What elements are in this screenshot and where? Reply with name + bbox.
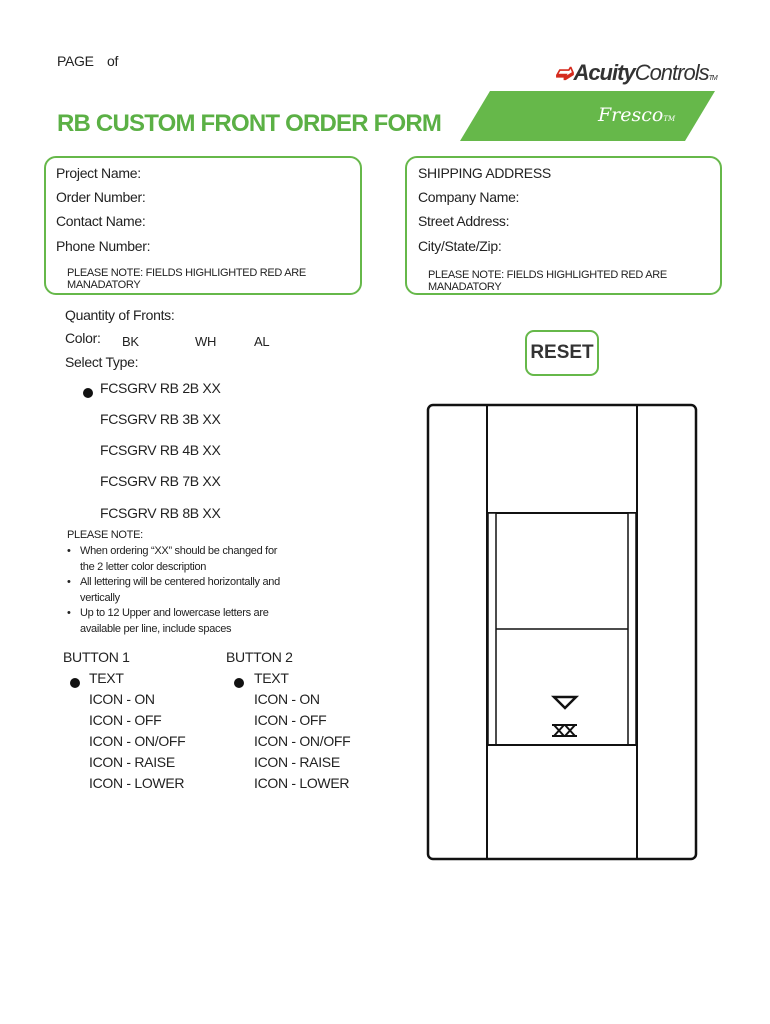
type-option-3b[interactable]: FCSGRV RB 3B XX [100,411,221,427]
type-option-4b[interactable]: FCSGRV RB 4B XX [100,442,221,458]
button-1-radio-text[interactable] [70,675,80,693]
phone-number-field[interactable]: Phone Number: [56,238,151,254]
type-radio-2b[interactable] [83,385,93,403]
type-option-2b[interactable]: FCSGRV RB 2B XX [100,380,221,396]
button-2-option-icon-on-off[interactable]: ICON - ON/OFF [254,733,351,749]
color-al-label: AL [254,334,270,349]
quantity-of-fronts-field[interactable]: Quantity of Fronts: [65,307,175,323]
project-name-field[interactable]: Project Name: [56,165,141,181]
of-label: of [107,53,119,69]
note-item: • Up to 12 Upper and lowercase letters are available per line, include spaces [65,606,280,637]
note-item: • When ordering “XX” should be changed for the 2 letter color description [65,544,280,575]
button-2-option-icon-off[interactable]: ICON - OFF [254,712,327,728]
button-2-option-icon-lower[interactable]: ICON - LOWER [254,775,350,791]
radio-selected-icon [70,678,80,688]
banner-tm: TM [663,115,676,123]
button-1-option-icon-off[interactable]: ICON - OFF [89,712,162,728]
color-option-bk[interactable] [122,334,139,349]
device-preview [426,403,698,861]
button-2-option-icon-on[interactable]: ICON - ON [254,691,320,707]
color-label: Color: [65,330,101,346]
button-2-label: BUTTON 2 [226,649,293,665]
logo-text-controls: Controls [634,60,709,85]
button-1-option-text[interactable]: TEXT [89,670,124,686]
acuity-controls-logo [556,60,717,86]
reset-button[interactable]: RESET [525,330,599,376]
notes-list [65,544,280,637]
button-area-right-rail [628,513,636,745]
color-bk-label: BK [122,334,139,349]
device-drawing [426,403,698,861]
type-option-8b[interactable]: FCSGRV RB 8B XX [100,505,221,521]
button-1-option-icon-on[interactable]: ICON - ON [89,691,155,707]
logo-swoosh-icon: ➫ [556,60,574,85]
color-option-wh[interactable] [195,334,216,349]
note-item: • All lettering will be centered horizontally and vertically [65,575,280,606]
select-type-label: Select Type: [65,354,139,370]
project-mandatory-note: PLEASE NOTE: FIELDS HIGHLIGHTED RED ARE MANADATORY [67,267,306,291]
form-title: RB CUSTOM FRONT ORDER FORM [57,110,442,137]
fresco-banner [460,91,715,141]
color-wh-label: WH [195,334,217,349]
shipping-address-title: SHIPPING ADDRESS [418,165,551,181]
button-1-label: BUTTON 1 [63,649,130,665]
company-name-field[interactable]: Company Name: [418,189,520,205]
shipping-mandatory-note: PLEASE NOTE: FIELDS HIGHLIGHTED RED ARE MANADATORY [428,269,667,293]
page-label: PAGE [57,53,94,69]
color-option-al[interactable] [254,334,269,349]
street-address-field[interactable]: Street Address: [418,213,510,229]
radio-selected-icon [234,678,244,688]
banner-text [598,104,675,126]
button-2-radio-text[interactable] [234,675,244,693]
button-1-option-icon-raise[interactable]: ICON - RAISE [89,754,175,770]
project-info-box [44,156,362,295]
button-1-option-icon-on-off[interactable]: ICON - ON/OFF [89,733,186,749]
logo-tm: TM [708,75,717,82]
button-2-option-text[interactable]: TEXT [254,670,289,686]
city-state-zip-field[interactable]: City/State/Zip: [418,238,502,254]
device-outer-frame [428,405,696,859]
radio-selected-icon [83,388,93,398]
shipping-address-box [405,156,722,295]
logo-text-acuity: Acuity [573,60,635,85]
button-area-left-rail [488,513,496,745]
button-2-option-icon-raise[interactable]: ICON - RAISE [254,754,340,770]
banner-brand: Fresco [598,104,664,126]
order-number-field[interactable]: Order Number: [56,189,146,205]
notes-title: PLEASE NOTE: [67,529,143,541]
type-option-7b[interactable]: FCSGRV RB 7B XX [100,473,221,489]
banner-shape [460,91,715,141]
contact-name-field[interactable]: Contact Name: [56,213,146,229]
button-1-option-icon-lower[interactable]: ICON - LOWER [89,775,185,791]
